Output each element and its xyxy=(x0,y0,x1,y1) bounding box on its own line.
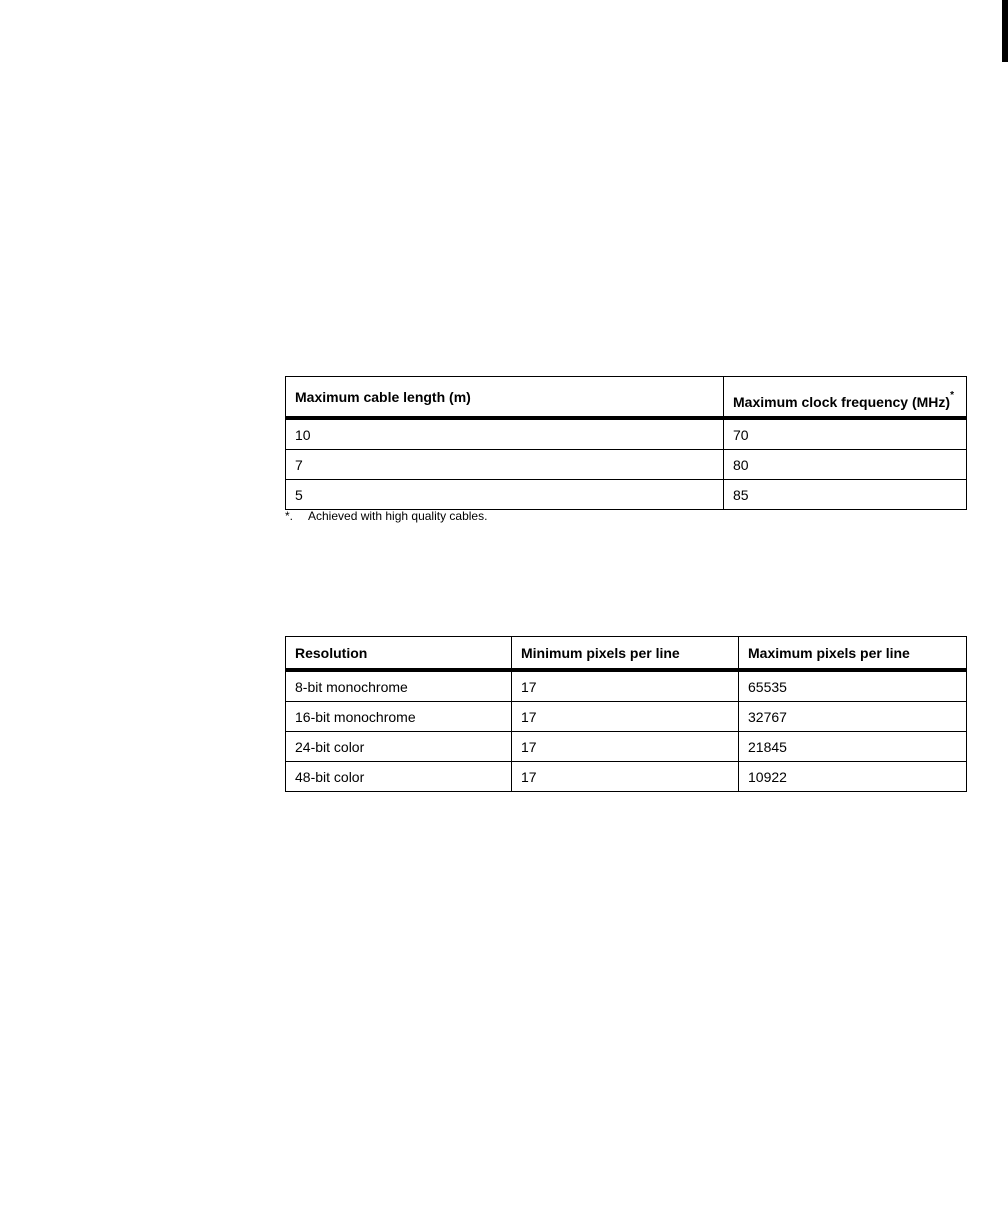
table-footnote xyxy=(285,509,487,523)
table-row xyxy=(286,480,967,510)
table-row xyxy=(286,732,967,762)
table-cell: 24-bit color xyxy=(286,732,512,762)
table-cell: 7 xyxy=(286,450,724,480)
column-header: Maximum pixels per line xyxy=(739,637,967,671)
table-row xyxy=(286,450,967,480)
table-cell: 17 xyxy=(512,762,739,792)
table-header-row xyxy=(286,377,967,419)
column-header: Maximum cable length (m) xyxy=(286,377,724,419)
table-row xyxy=(286,762,967,792)
table-cell: 10 xyxy=(286,418,724,450)
table-row xyxy=(286,670,967,702)
table-cell: 80 xyxy=(724,450,967,480)
table-cell: 5 xyxy=(286,480,724,510)
cable-length-table xyxy=(285,376,967,510)
table-cell: 8-bit monochrome xyxy=(286,670,512,702)
table-cell: 85 xyxy=(724,480,967,510)
column-header xyxy=(724,377,967,419)
table-cell: 48-bit color xyxy=(286,762,512,792)
column-header: Minimum pixels per line xyxy=(512,637,739,671)
table-cell: 32767 xyxy=(739,702,967,732)
table-cell: 16-bit monochrome xyxy=(286,702,512,732)
table-row xyxy=(286,702,967,732)
footnote-mark: *. xyxy=(285,509,294,523)
table-cell: 17 xyxy=(512,702,739,732)
page-edge-tab xyxy=(1002,0,1008,62)
table-cell: 65535 xyxy=(739,670,967,702)
table-cell: 10922 xyxy=(739,762,967,792)
column-header: Resolution xyxy=(286,637,512,671)
table-cell: 21845 xyxy=(739,732,967,762)
footnote-reference: * xyxy=(950,390,954,401)
table-header-row xyxy=(286,637,967,671)
resolution-table xyxy=(285,636,967,792)
table-cell: 70 xyxy=(724,418,967,450)
table-cell: 17 xyxy=(512,732,739,762)
footnote-text: Achieved with high quality cables. xyxy=(308,509,488,523)
column-header-label: Maximum clock frequency (MHz) xyxy=(733,394,951,410)
table-cell: 17 xyxy=(512,670,739,702)
table-row xyxy=(286,418,967,450)
